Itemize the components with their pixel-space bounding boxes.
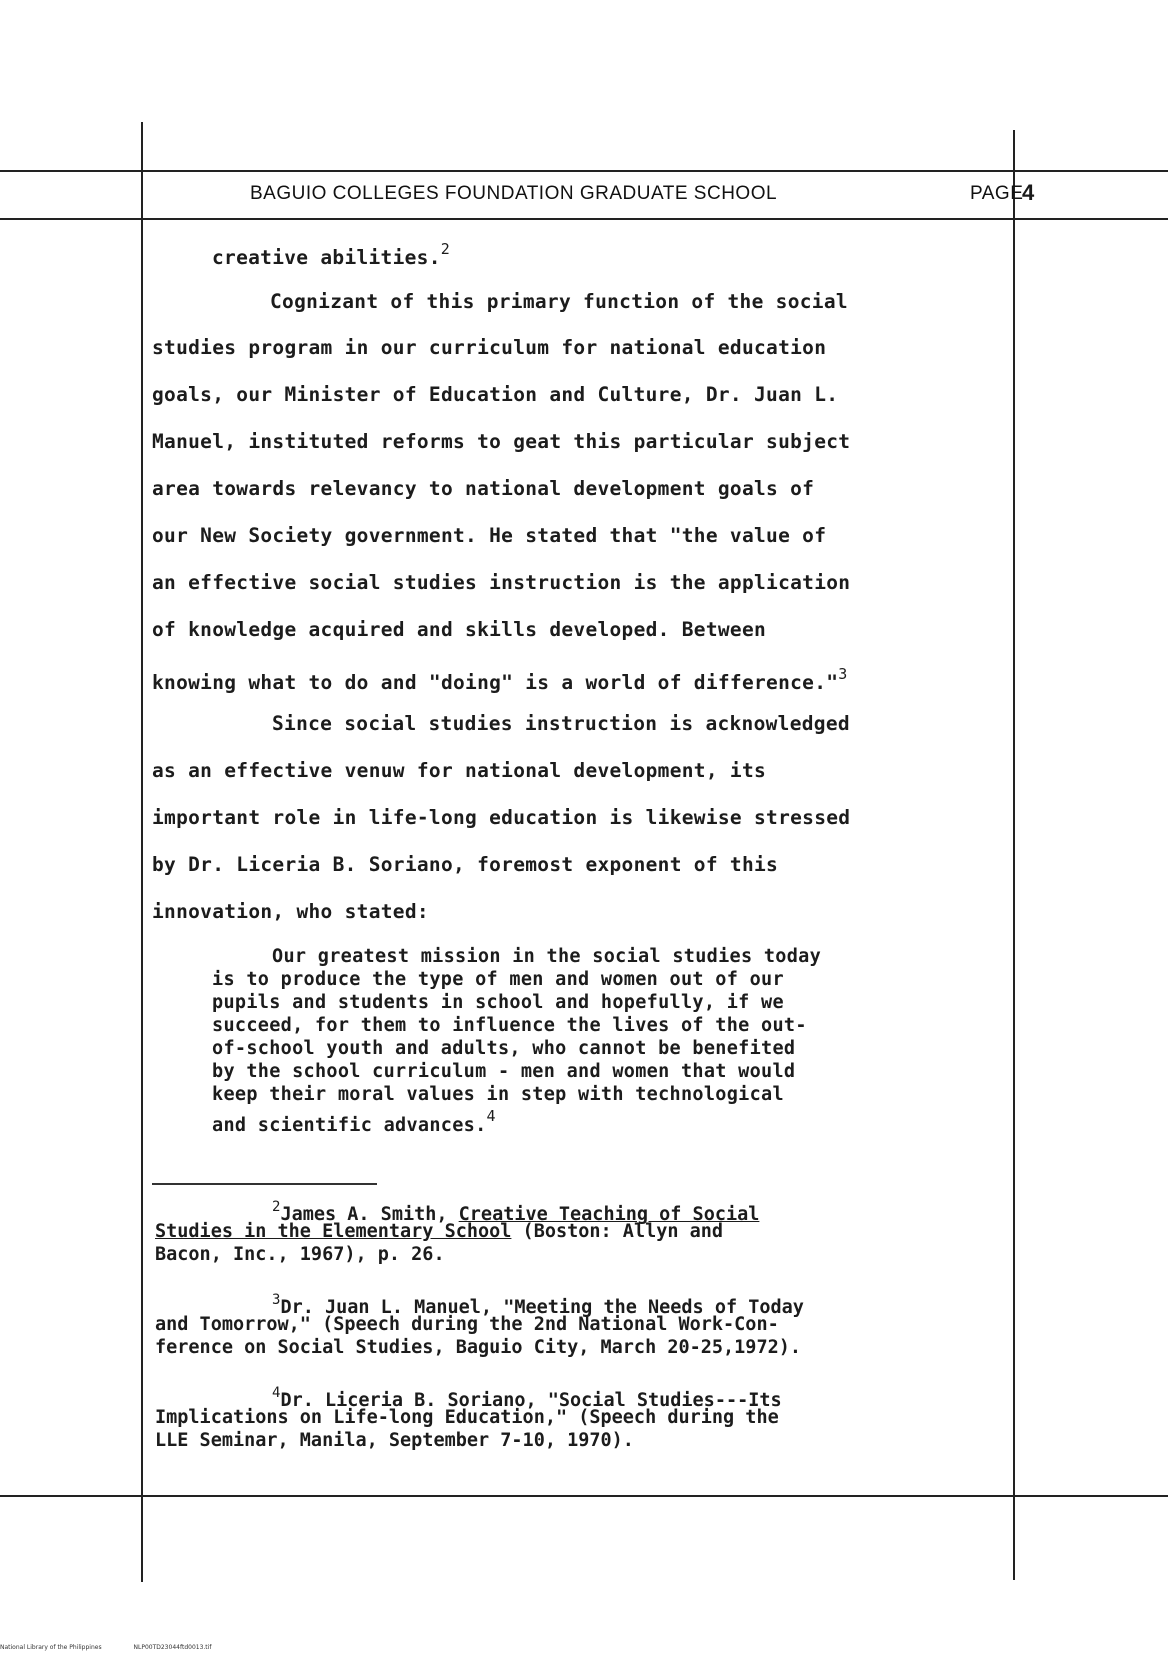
right-margin-rule <box>1013 130 1015 1580</box>
body-line: studies program in our curriculum for national education <box>152 336 827 359</box>
footnote-separator <box>152 1183 377 1185</box>
footnote-mark: 2 <box>272 1199 281 1215</box>
quote-line: succeed, for them to influence the lives of the out- <box>212 1015 807 1036</box>
footnote-ref-3: 3 <box>838 665 848 683</box>
footnote-3-line: ference on Social Studies, Baguio City, March 20-25,1972). <box>155 1337 802 1358</box>
quote-line: pupils and students in school and hopefully, if we <box>212 992 784 1013</box>
body-line: an effective social studies instruction is the application <box>152 571 851 594</box>
footnote-2-line: Studies in the Elementary School (Boston: Allyn and <box>155 1221 724 1242</box>
quote-line: of-school youth and adults, who cannot be benefited <box>212 1038 796 1059</box>
footnote-4: $^4$Dr. Liceria B. Soriano, "Social Studies---Its <box>272 1385 782 1411</box>
header-top-rule <box>0 170 1168 172</box>
body-line: knowing what to do and "doing" is a world of difference."$^3$ <box>152 665 848 694</box>
header-bottom-rule <box>0 218 1168 220</box>
quote-line: by the school curriculum - men and women that would <box>212 1061 796 1082</box>
page-label: PAGE <box>970 183 1024 204</box>
quote-line: keep their moral values in step with technological <box>212 1084 784 1105</box>
scan-metadata <box>0 1644 241 1651</box>
quote-line: is to produce the type of men and women out of our <box>212 969 784 990</box>
footnote-ref-4: 4 <box>486 1107 496 1125</box>
body-line: of knowledge acquired and skills developed. Between <box>152 618 767 641</box>
page-number: 4 <box>1022 180 1035 205</box>
body-line: Manuel, instituted reforms to geat this particular subject <box>152 430 851 453</box>
file-id: NLP00TD23044ftd0013.tif <box>133 1644 212 1651</box>
quote-line: and scientific advances.$^4$ <box>212 1107 496 1136</box>
body-line: important role in life-long education is likewise stressed <box>152 806 851 829</box>
footnote-mark: 4 <box>272 1385 281 1401</box>
body-line: goals, our Minister of Education and Culture, Dr. Juan L. <box>152 383 839 406</box>
footnote-2: $^2$James A. Smith, Creative Teaching of Social <box>272 1199 760 1225</box>
book-title: Studies in the Elementary School <box>155 1221 512 1242</box>
institution-title: BAGUIO COLLEGES FOUNDATION GRADUATE SCHOOL <box>250 183 778 204</box>
body-line: innovation, who stated: <box>152 900 429 923</box>
footer-rule <box>0 1495 1168 1497</box>
page-header <box>145 180 1024 210</box>
footnote-3: $^3$Dr. Juan L. Manuel, "Meeting the Needs of Today <box>272 1292 804 1318</box>
left-margin-rule <box>141 122 143 1582</box>
book-title: Creative Teaching of Social <box>458 1204 760 1225</box>
body-line: as an effective venuw for national development, its <box>152 759 767 782</box>
body-line: by Dr. Liceria B. Soriano, foremost exponent of this <box>152 853 779 876</box>
quote-line: Our greatest mission in the social studies today <box>272 946 822 967</box>
footnote-ref-2: 2 <box>440 240 451 258</box>
footnote-3-line: and Tomorrow," (Speech during the 2nd National Work-Con- <box>155 1314 779 1335</box>
body-line: Cognizant of this primary function of the social <box>270 290 848 313</box>
footnote-4-line: LLE Seminar, Manila, September 7-10, 1970). <box>155 1430 634 1451</box>
body-line: creative abilities.$^2$ <box>212 240 451 269</box>
body-line: Since social studies instruction is acknowledged <box>272 712 850 735</box>
footnote-4-line: Implications on Life-long Education," (Speech during the <box>155 1407 779 1428</box>
body-line: area towards relevancy to national development goals of <box>152 477 815 500</box>
footnote-2-line: Bacon, Inc., 1967), p. 26. <box>155 1244 445 1265</box>
body-line: our New Society government. He stated that "the value of <box>152 524 827 547</box>
footnote-mark: 3 <box>272 1292 281 1308</box>
library-name: National Library of the Philippines <box>0 1644 102 1651</box>
